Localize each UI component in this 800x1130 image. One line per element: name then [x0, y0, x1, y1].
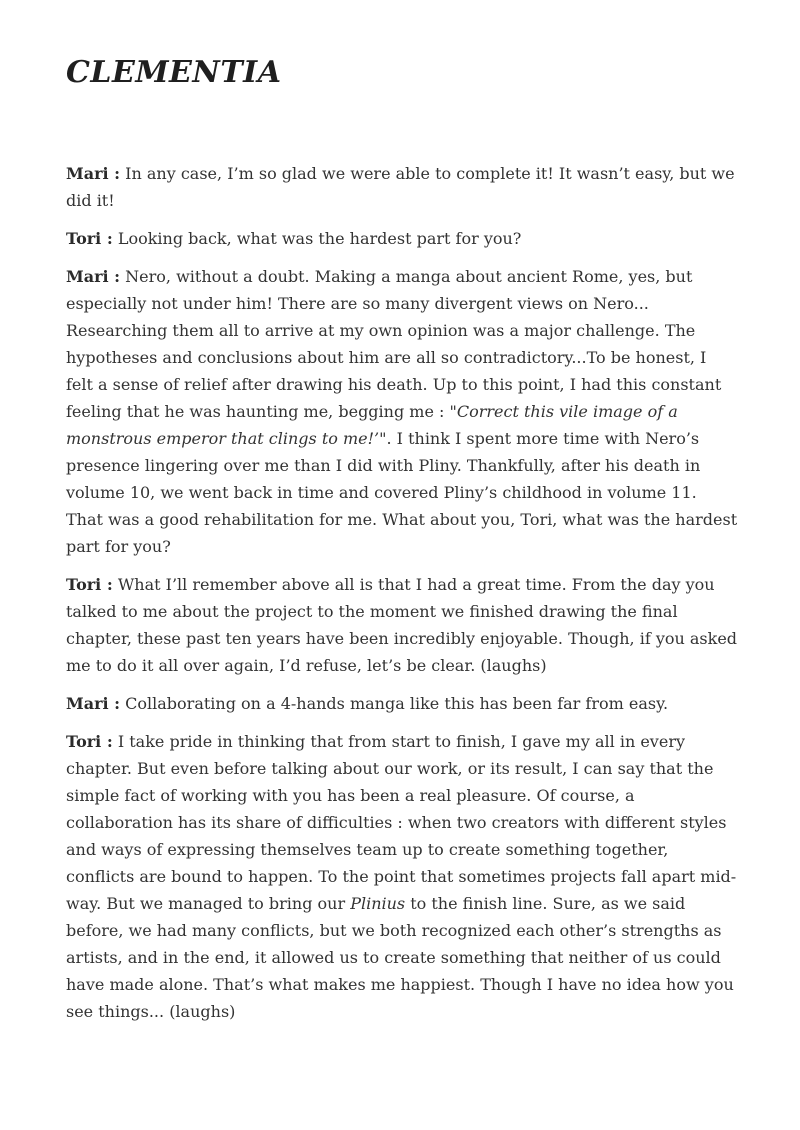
interview-content [66, 160, 738, 1025]
speaker-label: Mari : [66, 267, 121, 286]
paragraph-text-run: In any case, I’m so glad we were able to complete it! It wasn’t easy, but we did it! [66, 164, 735, 210]
italic-text-run: Plinius [350, 894, 406, 913]
paragraph-text-run: . I think I spent more time with Nero’s presence lingering over me than I did with Pliny. Thankfully, after his death in volume 10, we went back in time and covered Pliny’s childhood in volume 11. That was a good rehabilitation for me. What about you, Tori, what was the hardest part for you? [66, 429, 738, 556]
italic-text-run: "Correct this vile image of a monstrous emperor that clings to me!’" [66, 402, 678, 448]
paragraph-text-run: Nero, without a doubt. Making a manga about ancient Rome, yes, but especially not under him! There are so many divergent views on Nero... Researching them all to arrive at my own opinion was a major challenge. The hypotheses and conclusions about him are all so contradictory...To be honest, I felt a sense of relief after drawing his death. Up to this point, I had this constant feeling that he was haunting me, begging me : [66, 267, 722, 421]
speaker-label: Tori : [66, 229, 113, 248]
interview-paragraph [66, 690, 738, 717]
speaker-label: Mari : [66, 694, 121, 713]
paragraph-text-run: Collaborating on a 4-hands manga like this has been far from easy. [125, 694, 669, 713]
page-title: CLEMENTIA [66, 55, 282, 90]
interview-paragraph [66, 160, 738, 214]
speaker-label: Mari : [66, 164, 121, 183]
paragraph-text-run: I take pride in thinking that from start to finish, I gave my all in every chapter. But even before talking about our work, or its result, I can say that the simple fact of working with you has been a real pleasure. Of course, a collaboration has its share of difficulties : when two creators with different styles and ways of expressing themselves team up to create something together, conflicts are bound to happen. To the point that sometimes projects fall apart mid-way. But we managed to bring our [66, 732, 737, 913]
paragraph-text-run: to the finish line. Sure, as we said before, we had many conflicts, but we both recognized each other’s strengths as artists, and in the end, it allowed us to create something that neither of us could have made alone. That’s what makes me happiest. Though I have no idea how you see things... (laughs) [66, 894, 734, 1021]
paragraph-text-run: Looking back, what was the hardest part for you? [117, 229, 522, 248]
speaker-label: Tori : [66, 732, 113, 751]
interview-paragraph [66, 225, 738, 252]
speaker-label: Tori : [66, 575, 113, 594]
paragraph-text-run: What I’ll remember above all is that I had a great time. From the day you talked to me about the project to the moment we finished drawing the final chapter, these past ten years have been incredibly enjoyable. Though, if you asked me to do it all over again, I’d refuse, let’s be clear. (laughs) [66, 575, 738, 675]
interview-paragraph [66, 263, 738, 560]
interview-paragraph [66, 728, 738, 1025]
interview-paragraph [66, 571, 738, 679]
